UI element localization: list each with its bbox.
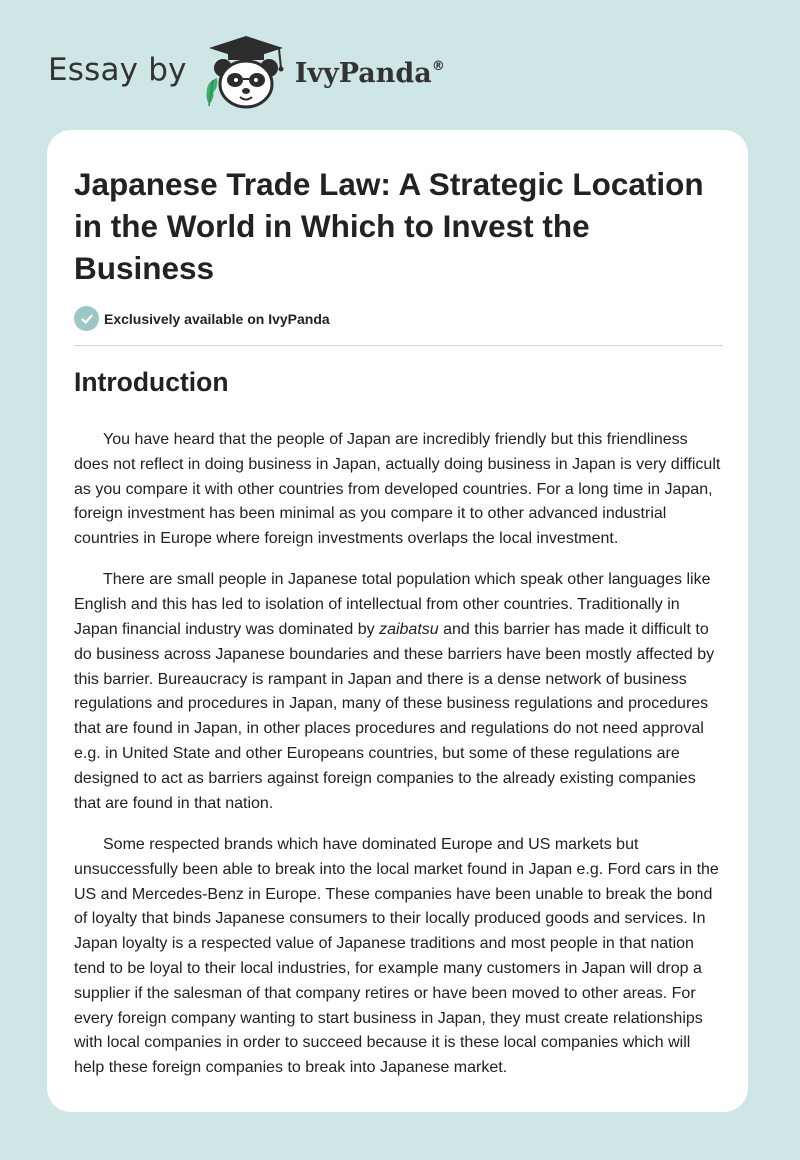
brand-name[interactable]: IvyPanda® xyxy=(294,57,445,89)
exclusive-badge-label: Exclusively available on IvyPanda xyxy=(104,310,330,327)
exclusive-badge xyxy=(74,306,330,331)
paragraph-2: There are small people in Japanese total population which speak other languages like English and this has led to isolation of intellectual from other countries. Traditionally in Japan financial industry was dominated by zaibatsu and this barrier has made it difficult to do business across Japanese boundaries and these barriers have been mostly affected by this barrier. Bureaucracy is rampant in Japan and there is a dense network of business regulations and procedures in Japan, many of these business regulations and procedures that are found in Japan, in other places procedures and regulations do not need approval e.g. in United State and other Europeans countries, but some of these regulations are designed to act as barriers against foreign companies to the already existing companies that are found in that nation. xyxy=(74,571,715,812)
check-icon xyxy=(74,306,99,331)
panda-graduate-icon[interactable] xyxy=(201,34,295,115)
title-divider xyxy=(74,345,723,346)
site-header xyxy=(48,34,445,114)
italic-term: zaibatsu xyxy=(379,621,439,639)
article-card xyxy=(47,130,748,1112)
section-heading: Introduction xyxy=(74,367,229,397)
article-body xyxy=(74,428,724,1097)
essay-by-label: Essay by xyxy=(48,52,187,88)
registered-mark: ® xyxy=(431,58,445,74)
page-title: Japanese Trade Law: A Strategic Location in the World in Which to Invest the Business xyxy=(74,166,704,286)
paragraph-3: Some respected brands which have dominated Europe and US markets but unsuccessfully been able to break into the local market found in Japan e.g. Ford cars in the US and Mercedes-Benz in Europe. These companies have been unable to break the bond of loyalty that binds Japanese consumers to their locally produced goods and services. In Japan loyalty is a respected value of Japanese traditions and most people in that nation tend to be loyal to their local industries, for example many customers in Japan will drop a supplier if the salesman of that company retires or have been moved to other areas. For every foreign company wanting to start business in Japan, they must create relationships with local companies in order to succeed because it is these local companies which will help these foreign companies to break into Japanese market. xyxy=(74,835,719,1077)
paragraph-1: You have heard that the people of Japan are incredibly friendly but this friendliness does not reflect in doing business in Japan, actually doing business in Japan is very difficult as you compare it with other countries from developed countries. For a long time in Japan, foreign investment has been minimal as you compare it to other advanced industrial countries in Europe where foreign investments overlaps the local investment. xyxy=(74,431,721,548)
